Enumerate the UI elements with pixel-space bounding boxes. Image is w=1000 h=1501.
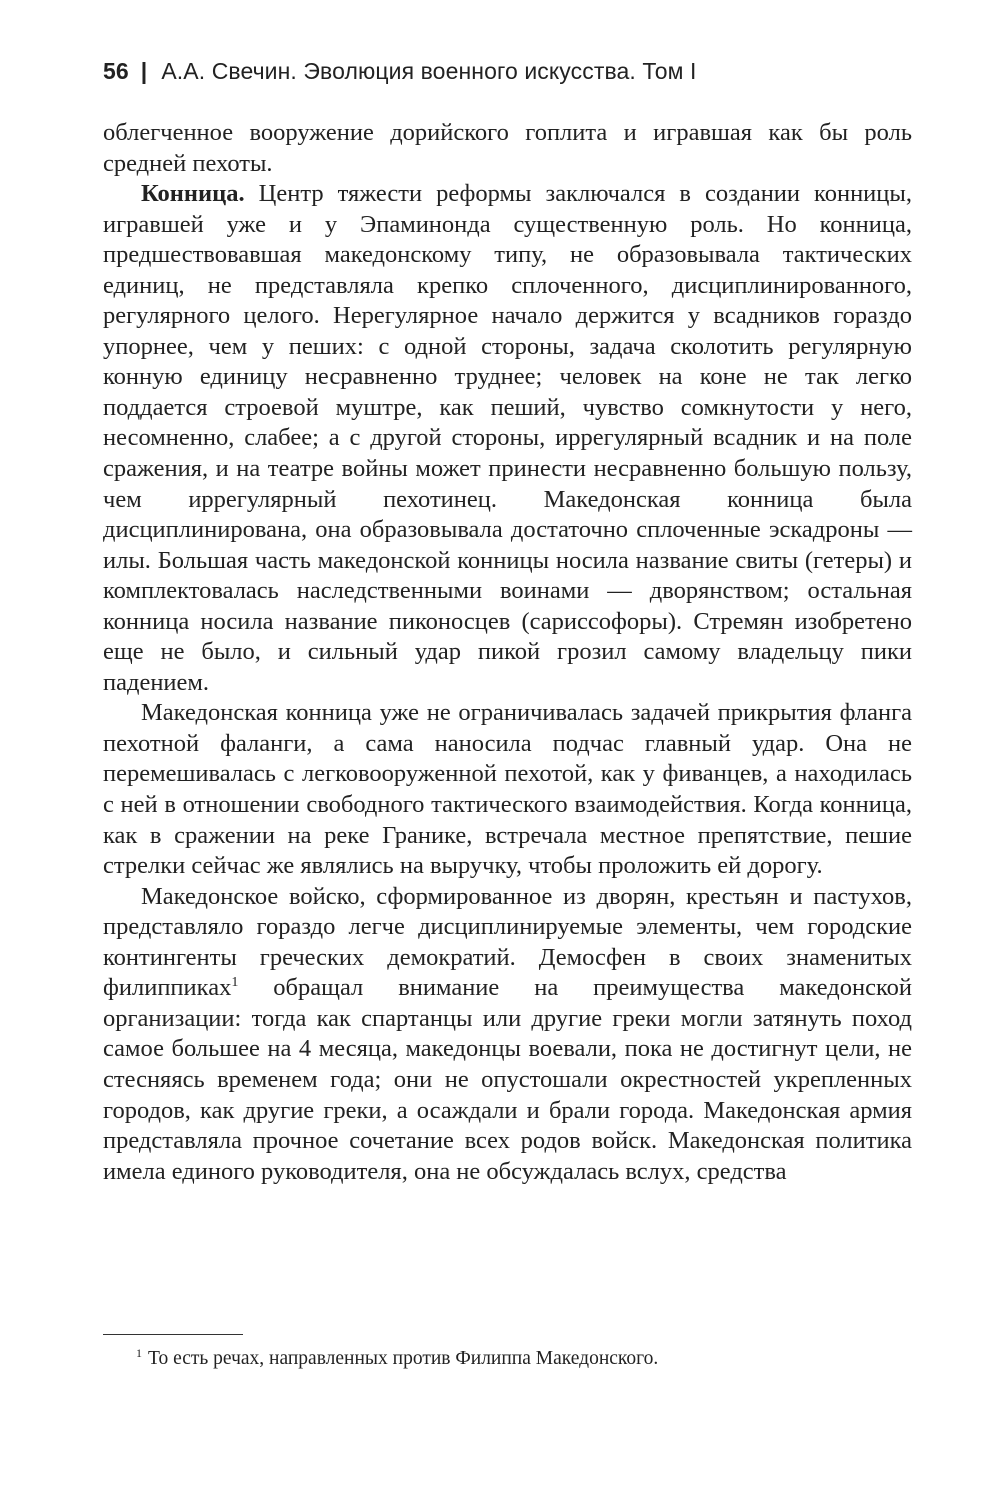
paragraph-cavalry-text: Центр тяжести реформы заключался в создании конницы, игравшей уже и у Эпаминонда существенную роль. Но конница, предшествовавшая македонскому типу, не образовывала тактических единиц, не представляла крепко сплоченного, дисциплинированного, регулярного целого. Нерегулярное начало держится у всадников гораздо упорнее, чем у пеших: с одной стороны, задача сколотить регулярную конную единицу несравненно труднее; человек на коне не так легко поддается строевой муштре, как пеший, чувство сомкнутости у него, несомненно, слабее; а с другой стороны, иррегулярный всадник и на поле сражения, и на театре войны может принести несравненно большую пользу, чем иррегулярный пехотинец. Македонская конница была дисциплинирована, она образовывала достаточно сплоченные эскадроны — илы. Большая часть македонской конницы носила название свиты (гетеры) и комплектовалась наследственными воинами — дворянством; остальная конница носила название пиконосцев (сариссофоры). Стремян изобретено еще не было, и сильный удар пикой грозил самому владельцу пики падением. — [103, 180, 912, 696]
footnote-marker: 1 — [136, 1346, 142, 1360]
running-header — [103, 58, 697, 85]
paragraph-army-text-after: обращал внимание на преимущества македонской организации: тогда как спартанцы или другие греки могли затянуть поход самое большее на 4 месяца, македонцы воевали, пока не достигнут цели, не стесняясь временем года; они не опустошали окрестностей укрепленных городов, как другие греки, а осаждали и брали города. Македонская армия представляла прочное сочетание всех родов войск. Македонская политика имела единого руководителя, она не обсуждалась вслух, средства — [103, 974, 912, 1185]
paragraph-cavalry — [103, 179, 912, 698]
running-title: А.А. Свечин. Эволюция военного искусства. Том I — [161, 58, 697, 84]
paragraph-macedonian-cavalry: Македонская конница уже не ограничивалась задачей прикрытия фланга пехотной фаланги, а сама наносила подчас главный удар. Она не перемешивалась с легковооруженной пехотой, как у фиванцев, а находилась с ней в отношении свободного тактического взаимодействия. Когда конница, как в сражении на реке Гранике, встречала местное препятствие, пешие стрелки сейчас же являлись на выручку, чтобы проложить ей дорогу. — [103, 699, 912, 880]
footnote-reference[interactable]: 1 — [231, 975, 239, 991]
body-text — [103, 118, 912, 1187]
header-separator: | — [140, 58, 148, 84]
paragraph-army-text-before: Македонское войско, сформированное из дворян, крестьян и пастухов, представляло гораздо легче дисциплинируемые элементы, чем городские контингенты греческих демократий. Демосфен в своих знаменитых филиппиках — [103, 882, 912, 1002]
paragraph-continuation: облегченное вооружение дорийского гоплита и игравшая как бы роль средней пехоты. — [103, 119, 912, 177]
section-heading-cavalry: Конница. — [141, 180, 245, 208]
footnote — [136, 1347, 916, 1371]
paragraph-macedonian-army — [103, 882, 912, 1187]
footnote-divider — [103, 1334, 243, 1335]
footnote-text: То есть речах, направленных против Филиппа Македонского. — [148, 1348, 659, 1369]
page-number: 56 — [103, 58, 129, 84]
